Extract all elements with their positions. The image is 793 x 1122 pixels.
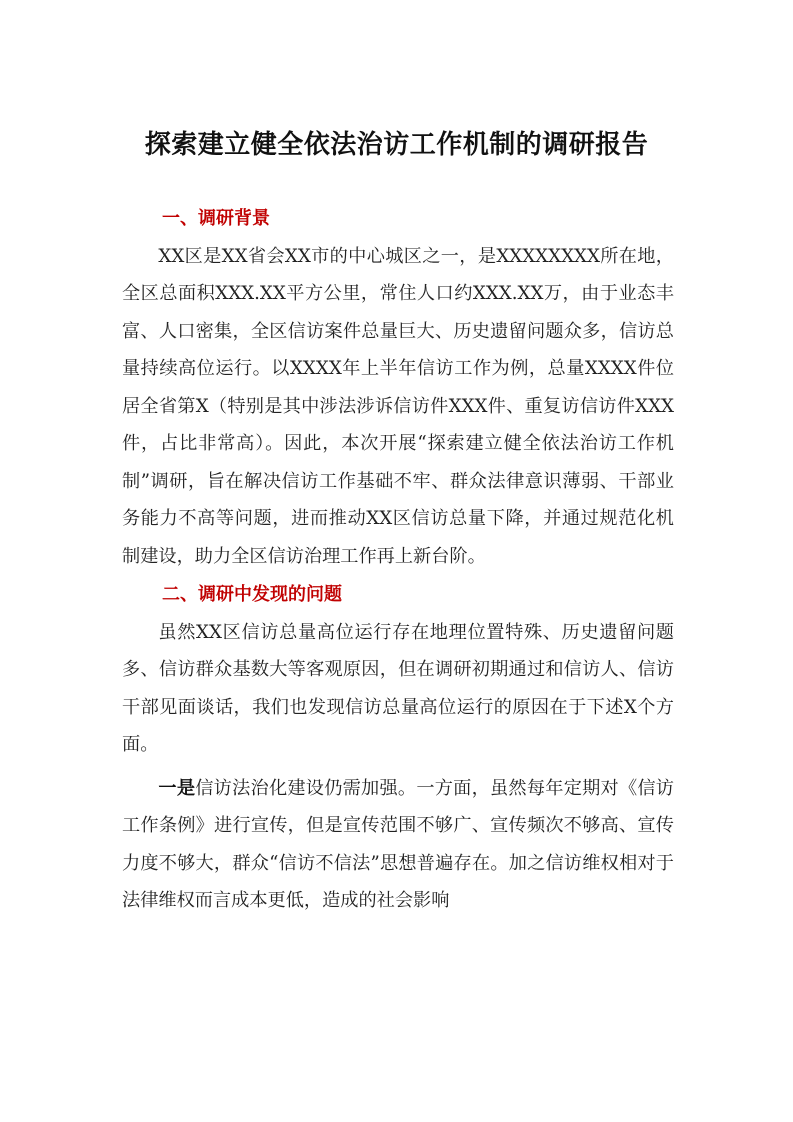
document-body (122, 200, 674, 920)
problem-point-one-paragraph (122, 770, 674, 920)
problem-point-one-text: 信访法治化建设仍需加强。一方面，虽然每年定期对《信访工作条例》进行宣传，但是宣传范围不够广、宣传频次不够高、宣传力度不够大，群众“信访不信法”思想普遍存在。加之信访维权相对于法律维权而言成本更低，造成的社会影响 (122, 777, 674, 911)
section-heading-problems: 二、调研中发现的问题 (162, 584, 342, 605)
problems-intro-paragraph: 虽然XX区信访总量高位运行存在地理位置特殊、历史遗留问题多、信访群众基数大等客观原因，但在调研初期通过和信访人、信访干部见面谈话，我们也发现信访总量高位运行的原因在于下述X个方面。 (122, 621, 674, 755)
section-heading-background: 一、调研背景 (162, 208, 270, 229)
background-paragraph: XX区是XX省会XX市的中心城区之一，是XXXXXXXX所在地，全区总面积XXX.XX平方公里，常住人口约XXX.XX万，由于业态丰富、人口密集，全区信访案件总量巨大、历史遗留问题众多，信访总量持续高位运行。以XXXX年上半年信访工作为例，总量XXXX件位居全省第X（特别是其中涉法涉诉信访件XXX件、重复访信访件XXX件，占比非常高）。因此，本次开展“探索建立健全依法治访工作机制”调研，旨在解决信访工作基础不牢、群众法律意识薄弱、干部业务能力不高等问题，进而推动XX区信访总量下降，并通过规范化机制建设，助力全区信访治理工作再上新台阶。 (122, 245, 674, 567)
document-title: 探索建立健全依法治访工作机制的调研报告 (144, 130, 649, 160)
problem-point-one-lead: 一是 (158, 777, 196, 799)
